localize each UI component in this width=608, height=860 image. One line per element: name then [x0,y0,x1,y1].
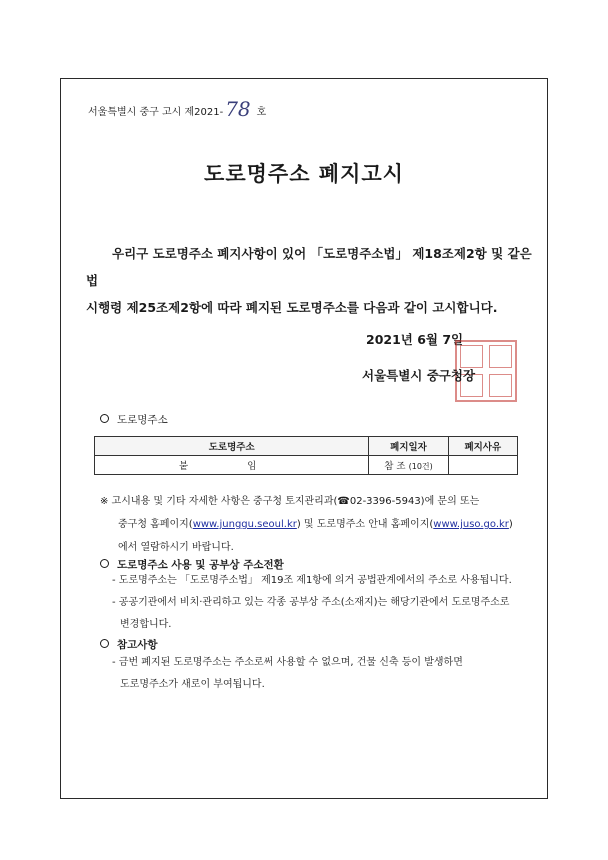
notice-date: 2021년 6월 7일 [366,332,464,347]
reference-item-line-2: 도로명주소가 새로이 부여됩니다. [120,679,265,690]
circle-bullet-icon [100,559,109,568]
table-header: 폐지일자 [369,437,448,456]
handwritten-number: 78 [225,97,251,121]
juso-link[interactable]: www.juso.go.kr [433,519,509,530]
usage-item-2-line-1: - 공공기관에서 비치·관리하고 있는 각종 공부상 주소(소재지)는 해당기관에서 도로명주소로 [112,597,510,608]
circle-bullet-icon [100,414,109,423]
notice-number [88,96,266,120]
intro-paragraph [86,240,534,321]
section-heading-address: 도로명주소 [100,412,168,427]
circle-bullet-icon [100,639,109,648]
intro-line-2: 시행령 제25조제2항에 따라 폐지된 도로명주소를 다음과 같이 고시합니다. [86,300,498,315]
note-line-1: ※ 고시내용 및 기타 자세한 사항은 중구청 토지관리과(☎02-3396-5943)에 문의 또는 [100,496,480,507]
notice-number-prefix: 서울특별시 중구 고시 제2021- [88,107,224,118]
usage-item-2-line-2: 변경합니다. [120,619,172,630]
table-cell [448,456,517,475]
section-heading-usage: 도로명주소 사용 및 공부상 주소전환 [100,557,284,572]
table-header: 폐지사유 [448,437,517,456]
notice-number-suffix: 호 [256,107,267,118]
inquiry-note [100,490,540,559]
note-line-2: 중구청 홈페이지(www.junggu.seoul.kr) 및 도로명주소 안내 홈페이지(www.juso.go.kr) [118,519,513,530]
reference-items [112,652,542,696]
section-heading-reference: 참고사항 [100,637,158,652]
table-cell: 참 조 (10건) [369,456,448,475]
usage-item-1: - 도로명주소는 「도로명주소법」 제19조 제1항에 의거 공법관계에서의 주소로 사용됩니다. [112,575,512,586]
intro-line-1: 우리구 도로명주소 폐지사항이 있어 「도로명주소법」 제18조제2항 및 같은 법 [86,246,532,288]
issuer-name: 서울특별시 중구청장 [362,368,476,383]
table-header: 도로명주소 [95,437,369,456]
reference-item-line-1: - 금번 폐지된 도로명주소는 주소로써 사용할 수 없으며, 건물 신축 등이 발생하면 [112,657,463,668]
usage-items [112,570,542,636]
homepage-link[interactable]: www.junggu.seoul.kr [192,519,297,530]
table-cell: 붙 임 [95,456,369,475]
note-line-3: 에서 열람하시기 바랍니다. [118,542,234,553]
document-title: 도로명주소 폐지고시 [204,162,404,186]
address-table [94,436,518,475]
table-header-row [95,437,518,456]
table-row [95,456,518,475]
